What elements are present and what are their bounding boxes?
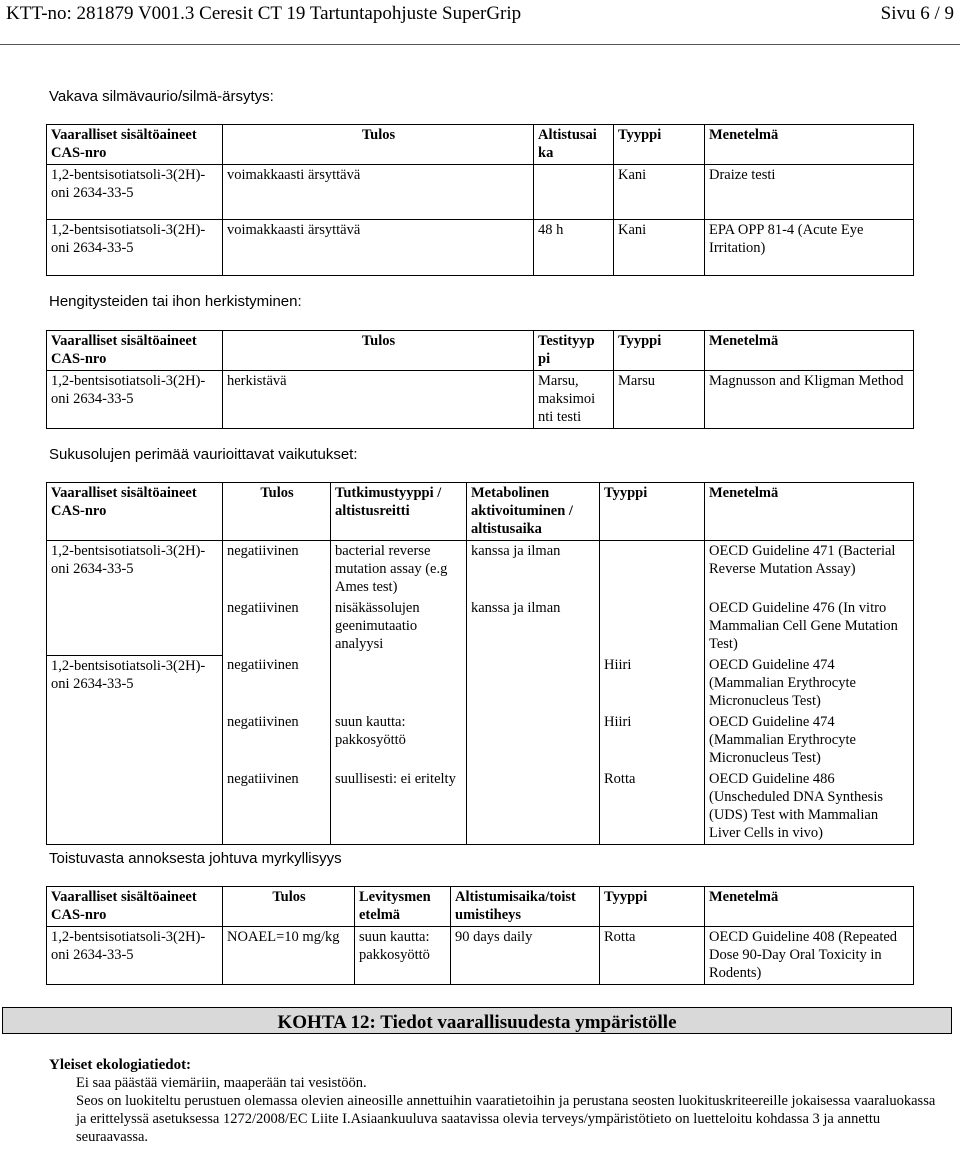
test-type-cell: Marsu, maksimoi nti testi [534,371,614,429]
table-row [47,220,914,276]
col-type: Tyyppi [600,483,705,541]
method-cell: EPA OPP 81-4 (Acute Eye Irritation) [705,220,914,276]
ecology-title: Yleiset ekologiatiedot: [49,1057,192,1073]
substance-cell: 1,2-bentsisotiatsoli-3(2H)-oni 2634-33-5 [47,220,223,276]
col-substance: Vaaralliset sisältöaineet CAS-nro [47,125,223,165]
document-id: KTT-no: 281879 V001.3 Ceresit CT 19 Tartuntapohjuste SuperGrip [6,3,522,24]
activation-cell [467,712,600,769]
section-title-sensitisation: Hengitysteiden tai ihon herkistyminen: [49,293,302,310]
ecology-line-1: Ei saa päästää viemäriin, maaperään tai vesistöön. [76,1075,367,1091]
page-header [0,0,960,46]
section-12-heading: KOHTA 12: Tiedot vaarallisuudesta ympäristölle [277,1012,677,1033]
study-type-cell [331,655,467,712]
col-substance: Vaaralliset sisältöaineet CAS-nro [47,483,223,541]
activation-cell [467,769,600,845]
section-12-banner [2,1007,952,1034]
col-method: Menetelmä [705,887,914,927]
method-cell: OECD Guideline 474 (Mammalian Erythrocyte Micronucleus Test) [705,655,914,712]
study-type-cell: bacterial reverse mutation assay (e.g Ames test) [331,541,467,599]
table-header-row [47,483,914,541]
table-header-row [47,125,914,165]
table-row [47,165,914,220]
method-cell: OECD Guideline 471 (Bacterial Reverse Mutation Assay) [705,541,914,599]
study-type-cell: suullisesti: ei eritelty [331,769,467,845]
method-cell: Draize testi [705,165,914,220]
result-cell: negatiivinen [223,712,331,769]
substance-cell: 1,2-bentsisotiatsoli-3(2H)-oni 2634-33-5 [47,541,223,656]
substance-cell: 1,2-bentsisotiatsoli-3(2H)-oni 2634-33-5 [47,655,223,845]
type-cell: Kani [614,165,705,220]
result-cell: NOAEL=10 mg/kg [223,927,355,985]
ecology-text [76,1074,936,1146]
col-result: Tulos [223,483,331,541]
col-type: Tyyppi [600,887,705,927]
col-method: Menetelmä [705,483,914,541]
type-cell: Kani [614,220,705,276]
ecology-line-2: Seos on luokiteltu perustuen olemassa olevien aineosille annettuihin vaaratietoihin ja perustana seosten luokituskriteereille jokaisessa vaaraluokassa ja erittelyssä asetuksessa 1272/2008/EC Liite I.Asiaankuuluva saatavissa olevia terveys/ympäristötieto on luetteloitu kohdassa 3 ja annettu seuraavassa. [76,1093,936,1145]
method-cell: OECD Guideline 474 (Mammalian Erythrocyte Micronucleus Test) [705,712,914,769]
table-row [47,541,914,599]
page-number: Sivu 6 / 9 [880,3,954,24]
col-type: Tyyppi [614,331,705,371]
method-cell: OECD Guideline 408 (Repeated Dose 90-Day Oral Toxicity in Rodents) [705,927,914,985]
col-result: Tulos [223,887,355,927]
col-method: Menetelmä [705,125,914,165]
activation-cell: kanssa ja ilman [467,541,600,599]
col-substance: Vaaralliset sisältöaineet CAS-nro [47,331,223,371]
table-row [47,655,914,712]
header-rule [0,44,960,45]
type-cell: Marsu [614,371,705,429]
col-activation: Metabolinen aktivoituminen / altistusaika [467,483,600,541]
section-title-genotoxicity: Sukusolujen perimää vaurioittavat vaikutukset: [49,446,358,463]
table-row [47,371,914,429]
type-cell [600,598,705,655]
sensitisation-table [46,330,914,429]
substance-cell: 1,2-bentsisotiatsoli-3(2H)-oni 2634-33-5 [47,165,223,220]
col-study-type: Tutkimustyyppi / altistusreitti [331,483,467,541]
eye-table [46,124,914,276]
table-header-row [47,331,914,371]
type-cell: Hiiri [600,712,705,769]
exposure-cell [534,165,614,220]
route-cell: suun kautta: pakkosyöttö [355,927,451,985]
col-test-type: Testityyp pi [534,331,614,371]
section-title-repeated-dose: Toistuvasta annoksesta johtuva myrkyllisyys [49,850,342,867]
type-cell: Rotta [600,927,705,985]
activation-cell [467,655,600,712]
result-cell: negatiivinen [223,655,331,712]
method-cell: OECD Guideline 486 (Unscheduled DNA Synthesis (UDS) Test with Mammalian Liver Cells in vivo) [705,769,914,845]
col-result: Tulos [223,331,534,371]
result-cell: voimakkaasti ärsyttävä [223,165,534,220]
study-type-cell: nisäkässolujen geenimutaatio analyysi [331,598,467,655]
col-duration: Altistumisaika/toist umistiheys [451,887,600,927]
study-type-cell: suun kautta: pakkosyöttö [331,712,467,769]
col-substance: Vaaralliset sisältöaineet CAS-nro [47,887,223,927]
col-type: Tyyppi [614,125,705,165]
duration-cell: 90 days daily [451,927,600,985]
type-cell [600,541,705,599]
activation-cell: kanssa ja ilman [467,598,600,655]
col-route: Levitysmen etelmä [355,887,451,927]
section-title-eye: Vakava silmävaurio/silmä-ärsytys: [49,88,274,105]
result-cell: herkistävä [223,371,534,429]
type-cell: Rotta [600,769,705,845]
type-cell: Hiiri [600,655,705,712]
col-result: Tulos [223,125,534,165]
result-cell: negatiivinen [223,769,331,845]
exposure-cell: 48 h [534,220,614,276]
method-cell: Magnusson and Kligman Method [705,371,914,429]
result-cell: negatiivinen [223,598,331,655]
repeated-dose-table [46,886,914,985]
result-cell: negatiivinen [223,541,331,599]
method-cell: OECD Guideline 476 (In vitro Mammalian Cell Gene Mutation Test) [705,598,914,655]
col-method: Menetelmä [705,331,914,371]
table-header-row [47,887,914,927]
substance-cell: 1,2-bentsisotiatsoli-3(2H)-oni 2634-33-5 [47,371,223,429]
result-cell: voimakkaasti ärsyttävä [223,220,534,276]
genotoxicity-table [46,482,914,845]
table-row [47,927,914,985]
substance-cell: 1,2-bentsisotiatsoli-3(2H)-oni 2634-33-5 [47,927,223,985]
col-exposure: Altistusai ka [534,125,614,165]
